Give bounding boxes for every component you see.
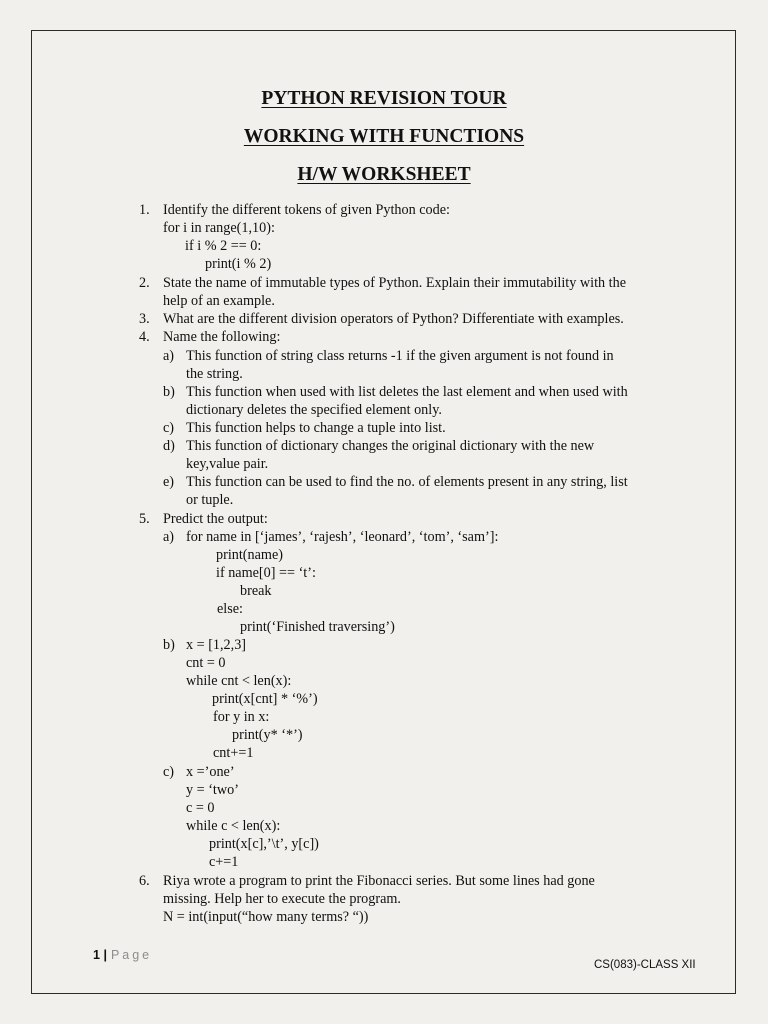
question-5b-label: b) [163, 637, 175, 653]
page-word: Page [110, 948, 153, 962]
question-4d-text: This function of dictionary changes the original dictionary with the new [186, 438, 595, 454]
question-4a-text: the string. [186, 366, 243, 382]
question-3-text: What are the different division operators of Python? Differentiate with examples. [163, 311, 624, 327]
question-5a-code-line: print(‘Finished traversing’) [240, 619, 395, 635]
question-6-text: missing. Help her to execute the program. [163, 891, 401, 907]
question-5a-code-line: for name in [‘james’, ‘rajesh’, ‘leonard’, ‘tom’, ‘sam’]: [186, 529, 499, 545]
question-4b-label: b) [163, 384, 175, 400]
question-1-code-line: print(i % 2) [205, 256, 272, 272]
question-1-text: Identify the different tokens of given Python code: [163, 202, 450, 218]
question-5b-code-line: cnt = 0 [186, 655, 226, 671]
question-1-code-line: for i in range(1,10): [163, 220, 275, 236]
question-5b-code-line: cnt+=1 [213, 745, 254, 761]
question-4d-text: key,value pair. [186, 456, 269, 472]
question-1-code-line: if i % 2 == 0: [185, 238, 262, 254]
question-5c-code-line: c+=1 [209, 854, 239, 870]
question-5a-label: a) [163, 529, 175, 545]
title-working-with-functions: WORKING WITH FUNCTIONS [243, 126, 525, 147]
question-4a-label: a) [163, 348, 175, 364]
page-separator: | [103, 948, 107, 962]
question-5b-code-line: print(y* ‘*’) [232, 727, 303, 743]
question-2-text: help of an example. [163, 293, 275, 309]
question-4e-text: This function can be used to find the no. of elements present in any string, list [186, 474, 628, 490]
question-4e-text: or tuple. [186, 492, 234, 508]
question-4e-label: e) [163, 474, 175, 490]
question-2-number: 2. [139, 275, 150, 291]
question-5a-code-line: else: [217, 601, 243, 617]
question-4-number: 4. [139, 329, 150, 345]
question-3-number: 3. [139, 311, 150, 327]
question-5c-code-line: while c < len(x): [186, 818, 281, 834]
title-python-revision-tour: PYTHON REVISION TOUR [261, 88, 507, 109]
question-5a-code-line: break [240, 583, 272, 599]
question-4a-text: This function of string class returns -1 if the given argument is not found in [186, 348, 614, 364]
question-4c-text: This function helps to change a tuple into list. [186, 420, 446, 436]
question-5c-label: c) [163, 764, 175, 780]
class-label: CS(083)-CLASS XII [594, 959, 696, 971]
question-5b-code-line: while cnt < len(x): [186, 673, 292, 689]
question-4d-label: d) [163, 438, 175, 454]
question-5b-code-line: x = [1,2,3] [186, 637, 247, 653]
question-1-number: 1. [139, 202, 150, 218]
question-4-text: Name the following: [163, 329, 281, 345]
question-2-text: State the name of immutable types of Python. Explain their immutability with the [163, 275, 626, 291]
question-4c-label: c) [163, 420, 175, 436]
question-5c-code-line: x =’one’ [186, 764, 235, 780]
question-6-text: Riya wrote a program to print the Fibonacci series. But some lines had gone [163, 873, 595, 889]
page-number: 1 [93, 948, 100, 962]
question-4b-text: dictionary deletes the specified element only. [186, 402, 442, 418]
question-5b-code-line: print(x[cnt] * ‘%’) [212, 691, 318, 707]
title-hw-worksheet: H/W WORKSHEET [297, 164, 471, 185]
question-5a-code-line: if name[0] == ‘t’: [216, 565, 316, 581]
question-5c-code-line: print(x[c],’\t’, y[c]) [209, 836, 319, 852]
question-5-text: Predict the output: [163, 511, 268, 527]
question-5b-code-line: for y in x: [213, 709, 270, 725]
question-6-code-line: N = int(input(“how many terms? “)) [163, 909, 369, 925]
question-6-number: 6. [139, 873, 150, 889]
page-footer [93, 948, 152, 962]
question-5c-code-line: y = ‘two’ [186, 782, 239, 798]
question-5a-code-line: print(name) [216, 547, 283, 563]
question-5c-code-line: c = 0 [186, 800, 215, 816]
question-5-number: 5. [139, 511, 150, 527]
question-4b-text: This function when used with list deletes the last element and when used with [186, 384, 628, 400]
